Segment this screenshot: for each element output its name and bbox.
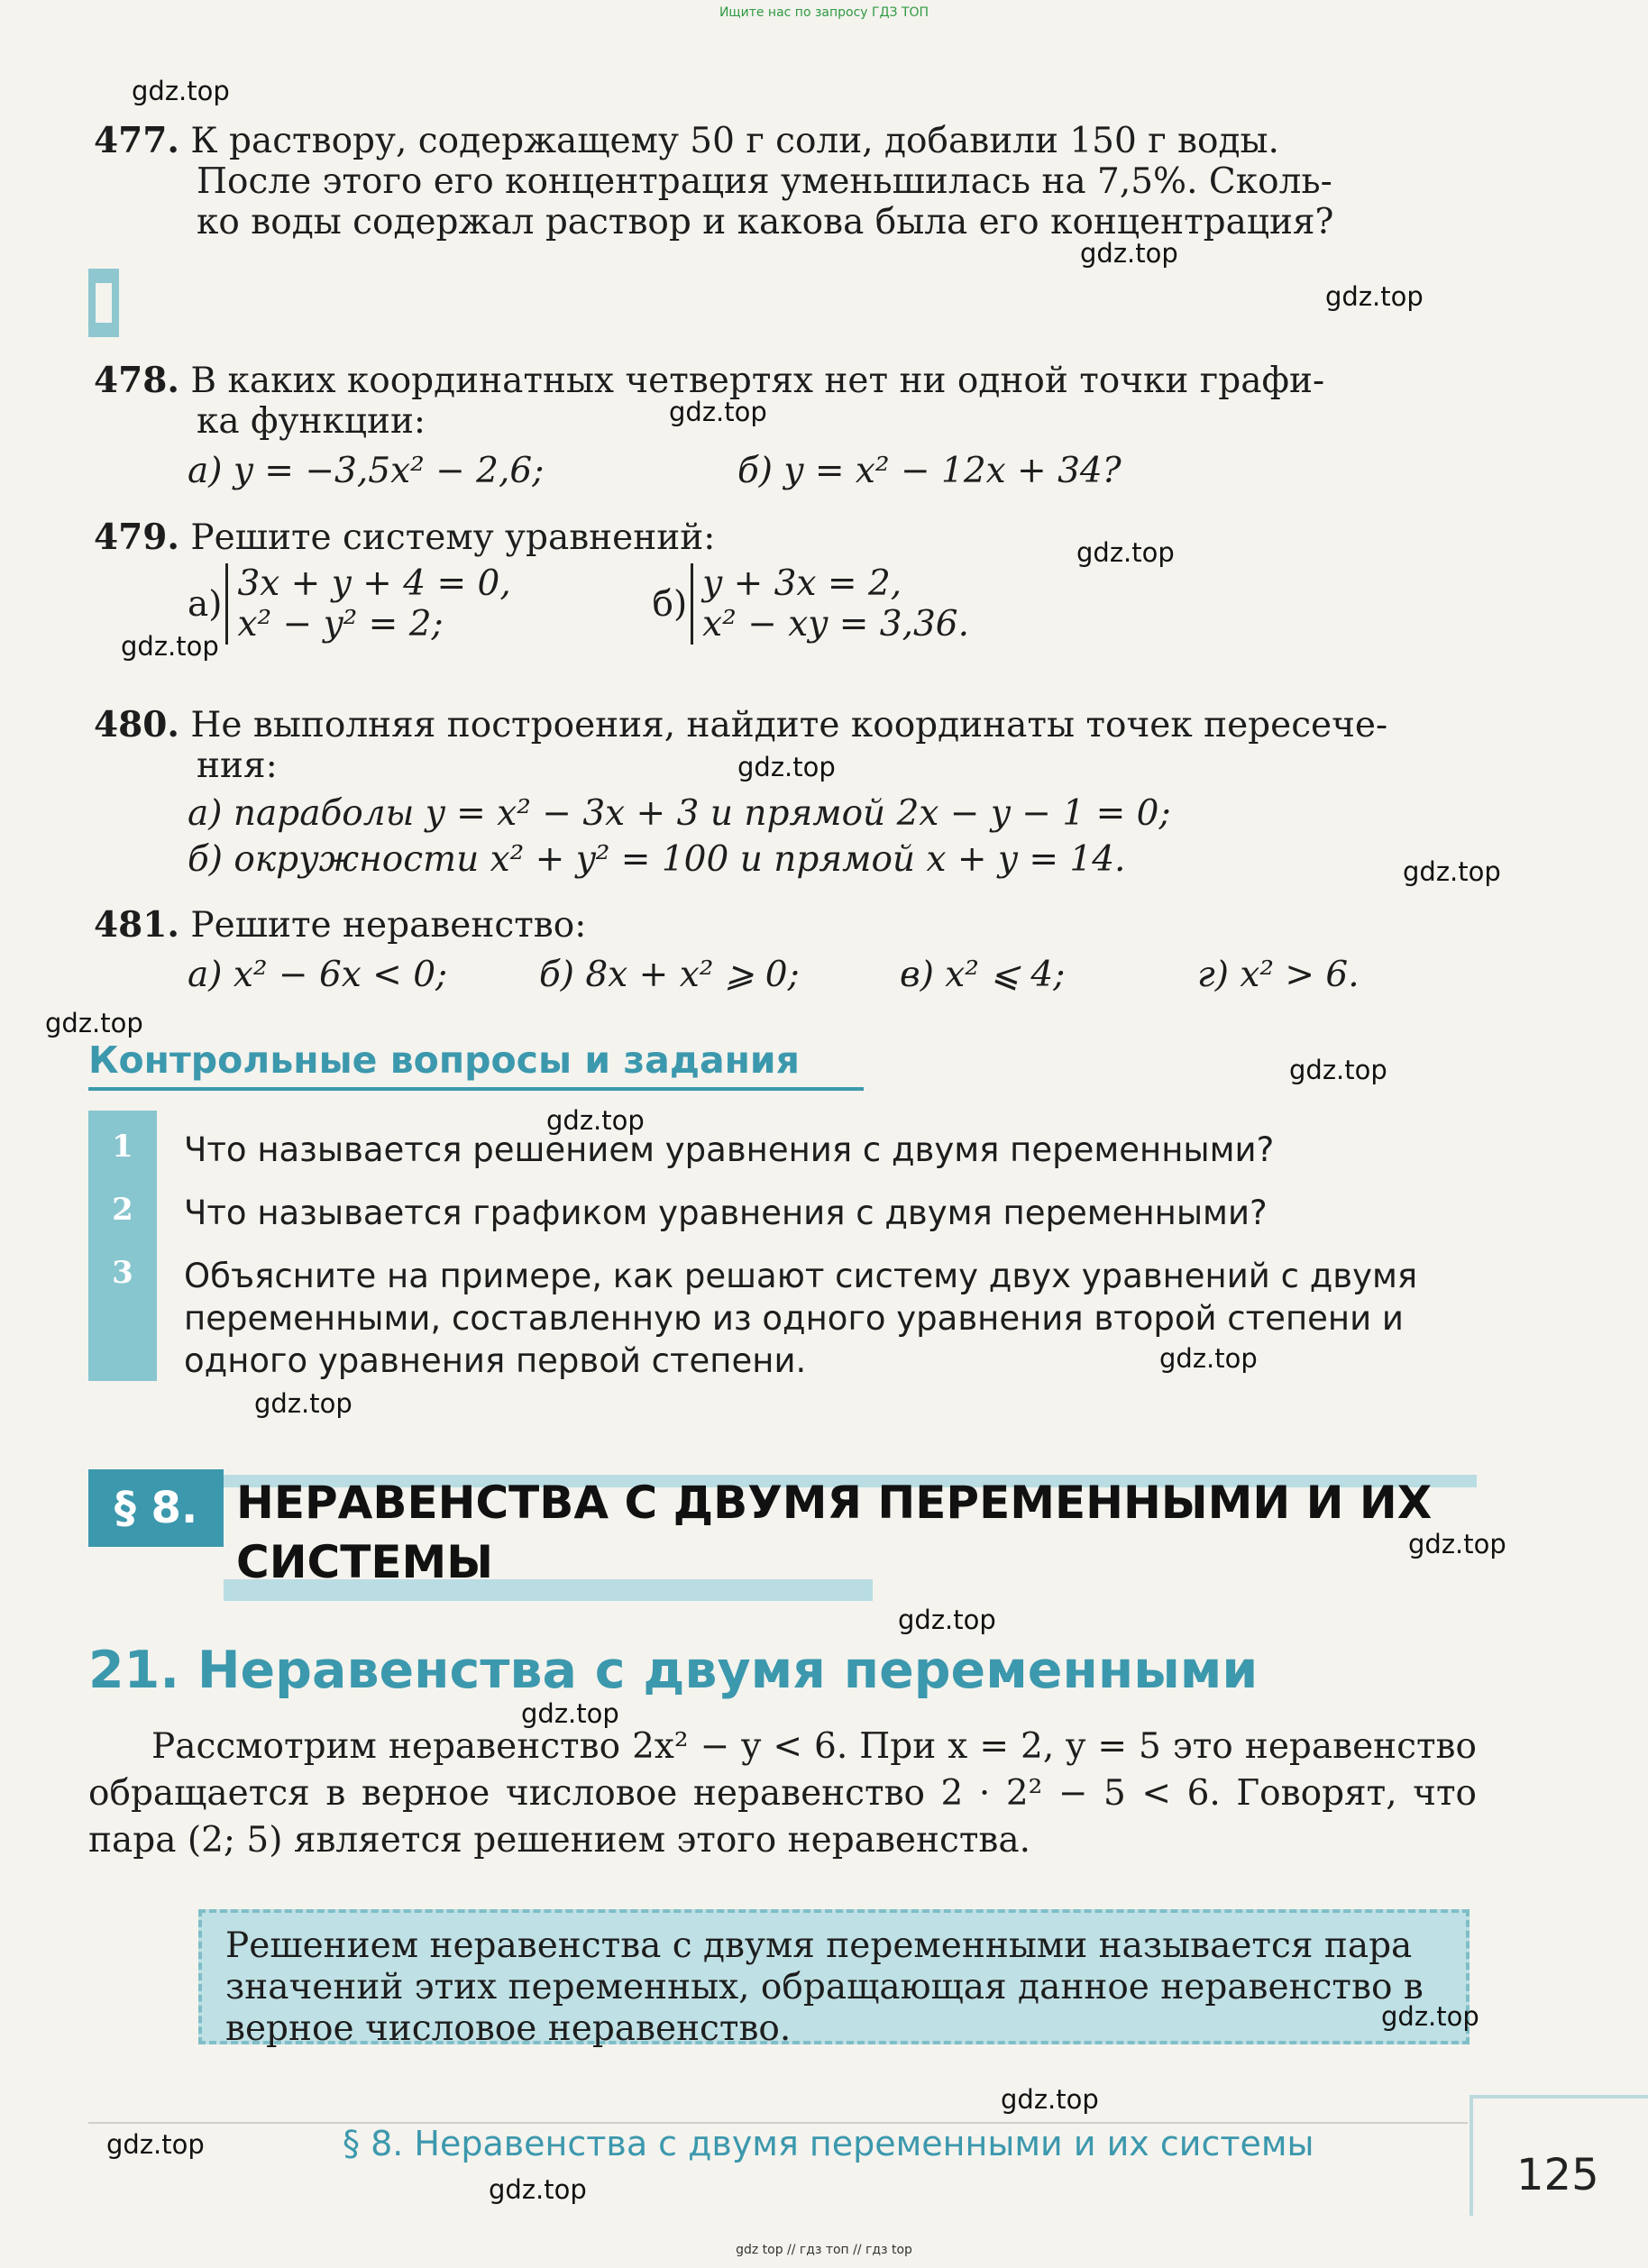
watermark: gdz.top	[1408, 1529, 1506, 1559]
option-a: а) параболы y = x² − 3x + 3 и прямой 2x − y − 1 = 0;	[188, 793, 1171, 834]
system-a	[225, 563, 634, 645]
subsection-title: 21. Неравенства с двумя переменными	[88, 1641, 1259, 1700]
margin-marker	[88, 269, 119, 337]
definition-box: Решением неравенства с двумя переменными называется пара значений этих переменных, обращающая данное неравенство в верное числовое неравенство.	[198, 1909, 1469, 2044]
watermark: gdz.top	[45, 1008, 143, 1038]
watermark: gdz.top	[132, 76, 230, 106]
option-a-label: а)	[188, 583, 223, 625]
option-a: а) y = −3,5x² − 2,6;	[188, 451, 545, 491]
question-text: Объясните на примере, как решают систему двух уравнений с двумя переменными, составленную из одного уравнения второй степени и одного уравнения первой степени.	[184, 1257, 1418, 1380]
exercise-text: К раствору, содержащему 50 г соли, добавили 150 г воды.	[190, 121, 1279, 161]
watermark: gdz.top	[521, 1698, 619, 1729]
exercise-481	[94, 905, 1482, 995]
watermark: gdz.top	[489, 2174, 587, 2205]
system-b	[691, 563, 969, 645]
question-number: 2	[112, 1192, 133, 1228]
watermark: gdz.top	[254, 1388, 352, 1419]
exercise-478	[94, 361, 1482, 491]
exercise-text: В каких координатных четвертях нет ни одной точки графи-	[190, 361, 1325, 401]
question-number: 3	[112, 1255, 133, 1291]
watermark: gdz.top	[1159, 1343, 1258, 1374]
exercise-477	[94, 121, 1482, 242]
watermark: gdz.top	[1080, 238, 1178, 269]
body-paragraph: Рассмотрим неравенство 2x² − y < 6. При x = 2, y = 5 это неравенство обращается в верное числовое неравенство 2 · 2² − 5 < 6. Говорят, что пара (2; 5) является решением этого неравенства.	[88, 1726, 1477, 1861]
equation: y + 3x = 2,	[702, 563, 902, 604]
control-questions-title: Контрольные вопросы и задания	[88, 1038, 864, 1091]
option-b: б) y = x² − 12x + 34?	[737, 451, 1122, 491]
page-number: 125	[1516, 2150, 1599, 2200]
exercise-text: ка функции:	[197, 401, 426, 442]
exercise-number: 479.	[94, 517, 179, 558]
top-note: Ищите нас по запросу ГДЗ ТОП	[719, 5, 929, 20]
watermark: gdz.top	[1289, 1055, 1387, 1085]
option-c: в) x² ⩽ 4;	[900, 955, 1066, 995]
question-number: 1	[112, 1129, 133, 1165]
option-d: г) x² > 6.	[1197, 955, 1360, 995]
section-title: НЕРАВЕНСТВА С ДВУМЯ ПЕРЕМЕННЫМИ И ИХ СИСТЕМЫ	[236, 1477, 1433, 1588]
watermark: gdz.top	[546, 1105, 645, 1136]
option-a: а) x² − 6x < 0;	[188, 955, 448, 995]
option-b: б) 8x + x² ⩾ 0;	[539, 955, 800, 995]
exercise-number: 480.	[94, 704, 179, 745]
watermark: gdz.top	[669, 397, 767, 427]
watermark: gdz.top	[1403, 856, 1501, 887]
watermark: gdz.top	[106, 2129, 205, 2160]
watermark: gdz.top	[1076, 537, 1175, 568]
running-footer: § 8. Неравенства с двумя переменными и их системы	[343, 2124, 1314, 2163]
exercise-text: Решите неравенство:	[190, 905, 587, 946]
watermark: gdz.top	[1325, 281, 1424, 312]
question-text: Что называется графиком уравнения с двумя переменными?	[184, 1193, 1268, 1232]
equation: x² − xy = 3,36.	[702, 604, 970, 645]
exercise-number: 478.	[94, 360, 179, 401]
equation: x² − y² = 2;	[237, 604, 444, 645]
equation: 3x + y + 4 = 0,	[237, 563, 511, 604]
bottom-note: gdz top // гдз топ // гдз top	[736, 2243, 912, 2257]
option-b: б) окружности x² + y² = 100 и прямой x + y = 14.	[188, 839, 1126, 880]
exercise-text: Решите систему уравнений:	[190, 517, 716, 558]
watermark: gdz.top	[121, 631, 219, 662]
exercise-text: ния:	[197, 745, 278, 786]
watermark: gdz.top	[1381, 2001, 1479, 2032]
watermark: gdz.top	[737, 752, 836, 782]
option-b-label: б)	[652, 583, 688, 625]
exercise-text: Не выполняя построения, найдите координаты точек пересече-	[190, 705, 1388, 745]
exercise-number: 477.	[94, 120, 179, 161]
exercise-text: ко воды содержал раствор и какова была его концентрация?	[197, 202, 1334, 242]
exercise-479	[94, 517, 1482, 645]
watermark: gdz.top	[1001, 2084, 1099, 2115]
exercise-text: После этого его концентрация уменьшилась на 7,5%. Сколь-	[197, 161, 1332, 202]
exercise-480	[94, 705, 1482, 880]
exercise-number: 481.	[94, 904, 179, 946]
watermark: gdz.top	[898, 1605, 996, 1635]
section-badge: § 8.	[88, 1469, 224, 1547]
question-text: Что называется решением уравнения с двумя переменными?	[184, 1130, 1275, 1169]
